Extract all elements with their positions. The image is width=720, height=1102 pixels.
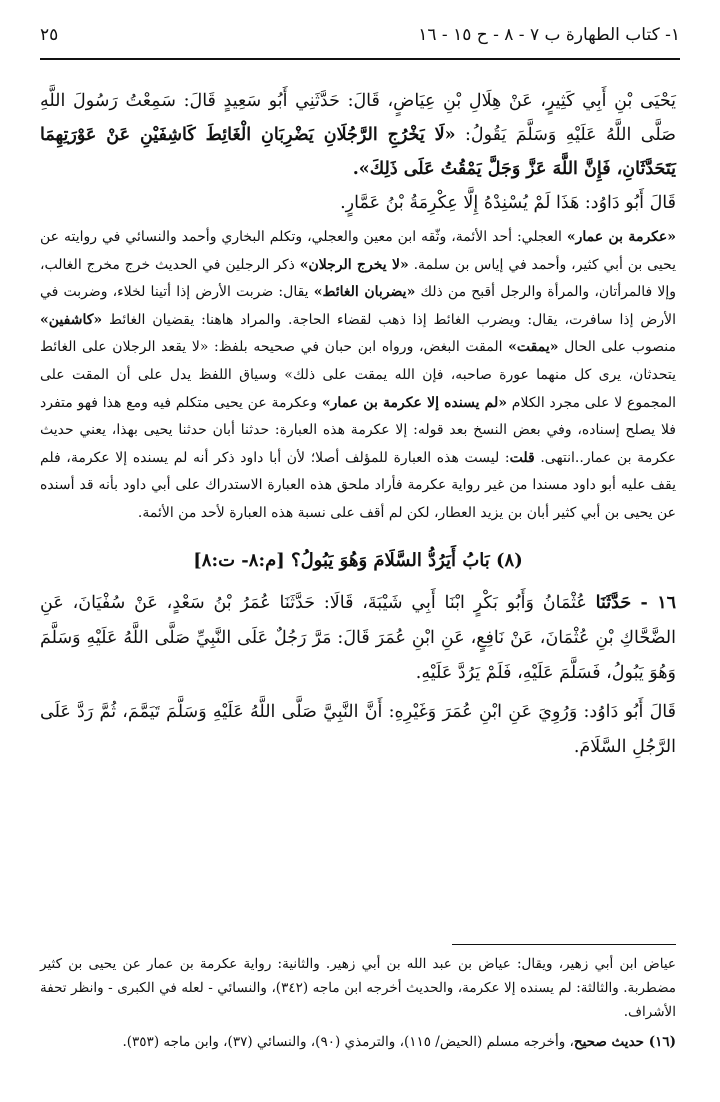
commentary-qultu: قلت	[509, 449, 535, 466]
footnote-16-grade: (١٦) حديث صحيح	[573, 1034, 676, 1050]
commentary-text: : ليست هذه العبارة للمؤلف أصلا؛ لأن أبا داود ذكر أنه لم يسنده إلا عكرمة، فلم يقف عليه أبو داود مسندا من غير رواية عكرمة فأراد ملحق هذه العبارة الاستدراك على أبي داود بأنه قد أسنده عن يحيى بن أبي كثير أبان بن يزيد العطار، لكن لم أقف على نسبة هذه العبارة لأحد من الأئمة.	[40, 449, 676, 521]
hadith-16-isnad: عُثْمَانُ وَأَبُو بَكْرٍ ابْنَا أَبِي شَيْبَةَ، قَالَا: حَدَّثَنَا عُمَرُ بْنُ سَعْدٍ، عَنْ سُفْيَانَ، عَنِ الضَّحَّاكِ بْنِ عُثْمَانَ، عَنْ نَافِعٍ، عَنِ ابْنِ عُمَرَ قَالَ: مَرَّ رَجُلٌ عَلَى النَّبِيِّ صَلَّى اللَّهُ عَلَيْهِ وَسَلَّمَ وَهُوَ يَبُولُ، فَسَلَّمَ عَلَيْهِ، فَلَمْ يَرُدَّ عَلَيْهِ.	[40, 592, 676, 683]
page-header	[40, 20, 680, 50]
hadith-number: ١٦ -	[631, 592, 676, 613]
commentary-text: وعكرمة عن يحيى متكلم فيه ومع هذا فهو متفرد فلا يصلح إسناده، وفي بعض النسخ بعد قوله: إلا عكرمة هذه العبارة: حدثنا أبان حدثنا يحيى بهذا، يعني حديث عكرمة بن عمار..انتهى.	[40, 394, 677, 466]
commentary-term: «لم يسنده إلا عكرمة بن عمار»	[321, 394, 508, 411]
footnote-1: عياض ابن أبي زهير، ويقال: عياض بن عبد الله بن أبي زهير. والثانية: رواية عكرمة بن عمار عن يحيى بن كثير مضطربة. والثالثة: لم يسنده إلا عكرمة، والحديث أخرجه ابن ماجه (٣٤٢)، والنسائي - لعله في الكبرى - وانظر تحفة الأشراف.	[40, 956, 677, 1020]
chapter-heading: (٨) بَابُ أَيَرُدُّ السَّلَامَ وَهُوَ يَبُولُ؟ [م:٨- ت:٨]	[193, 549, 523, 571]
commentary-term: «يمقت»	[508, 339, 559, 356]
commentary-term: «عكرمة بن عمار»	[566, 229, 676, 245]
footnote-16-text: ، وأخرجه مسلم (الحيض/ ١١٥)، والترمذي (٩٠)، والنسائي (٣٧)، وابن ماجه (٣٥٣).	[122, 1034, 574, 1050]
footnote-16	[40, 1030, 676, 1054]
abu-dawud-note-15: قَالَ أَبُو دَاوُد: هَذَا لَمْ يُسْنِدْهُ إِلَّا عِكْرِمَةُ بْنُ عَمَّارٍ.	[340, 193, 676, 213]
hadith-16-tahdith: حَدَّثَنَا	[595, 592, 632, 613]
hadith-15-isnad: يَحْيَى بْنِ أَبِي كَثِيرٍ، عَنْ هِلَالِ بْنِ عِيَاضٍ، قَالَ: حَدَّثَنِي أَبُو سَعِيدٍ قَالَ: سَمِعْتُ رَسُولَ اللَّهِ صَلَّى اللَّهُ عَلَيْهِ وَسَلَّمَ يَقُولُ:	[40, 91, 677, 145]
commentary-term: «كاشفين»	[40, 311, 103, 328]
commentary-text: العجلي: أحد الأئمة، وثّقه ابن معين والعجلي، وتكلم البخاري وأحمد والنسائي في روايته عن يحيى بن أبي كثير، وأحمد في إياس بن سلمة.	[40, 229, 676, 273]
header-rule	[40, 58, 680, 60]
main-text	[40, 84, 676, 765]
commentary-term: «لا يخرج الرجلان»	[299, 256, 409, 273]
hadith-15-text	[40, 84, 676, 186]
hadith-15-matn: «لَا يَخْرُجِ الرَّجُلَانِ يَضْرِبَانِ الْغَائِطَ كَاشِفَيْنِ عَنْ عَوْرَتِهِمَا يَتَحَدَّثَانِ، فَإِنَّ اللَّهَ عَزَّ وَجَلَّ يَمْقُتُ عَلَى ذَلِكَ».	[40, 125, 676, 179]
hadith-16-text	[40, 586, 676, 691]
commentary-term: «يضربان الغائط»	[313, 284, 416, 301]
footnotes	[40, 952, 676, 1054]
abu-dawud-note-16: قَالَ أَبُو دَاوُد: وَرُوِيَ عَنِ ابْنِ عُمَرَ وَغَيْرِهِ: أَنَّ النَّبِيَّ صَلَّى اللَّهُ عَلَيْهِ وَسَلَّمَ تَيَمَّمَ، ثُمَّ رَدَّ عَلَى الرَّجُلِ السَّلَامَ.	[40, 701, 676, 757]
page-number: ٢٥	[40, 25, 59, 45]
commentary	[40, 224, 676, 528]
commentary-text: المقت البغض، ورواه ابن حبان في صحيحه بلفظ: «لا يقعد الرجلان على الغائط يتحدثان، يرى كل منهما عورة صاحبه، فإن الله يمقت على ذلك» وسياق اللفظ يدل على أن المقت على المجموع لا على مجرد الكلام	[40, 339, 676, 411]
commentary-text: ذكر الرجلين في الحديث خرج مخرج الغالب، وإلا فالمرأتان، والمرأة والرجل أقبح من ذلك	[40, 256, 676, 301]
commentary-text: منصوب على الحال	[558, 339, 676, 356]
running-title: ١- كتاب الطهارة ب ٧ - ٨ - ح ١٥ - ١٦	[418, 25, 680, 45]
footnote-rule	[452, 944, 676, 945]
commentary-text: يقال: ضربت الأرض إذا أتينا لخلاء، وضربت في الأرض إذا سافرت، يقال: ويضرب الغائط إذا ذهب لقضاء الحاجة. والمراد هاهنا: يقضيان الغائط	[40, 284, 676, 328]
